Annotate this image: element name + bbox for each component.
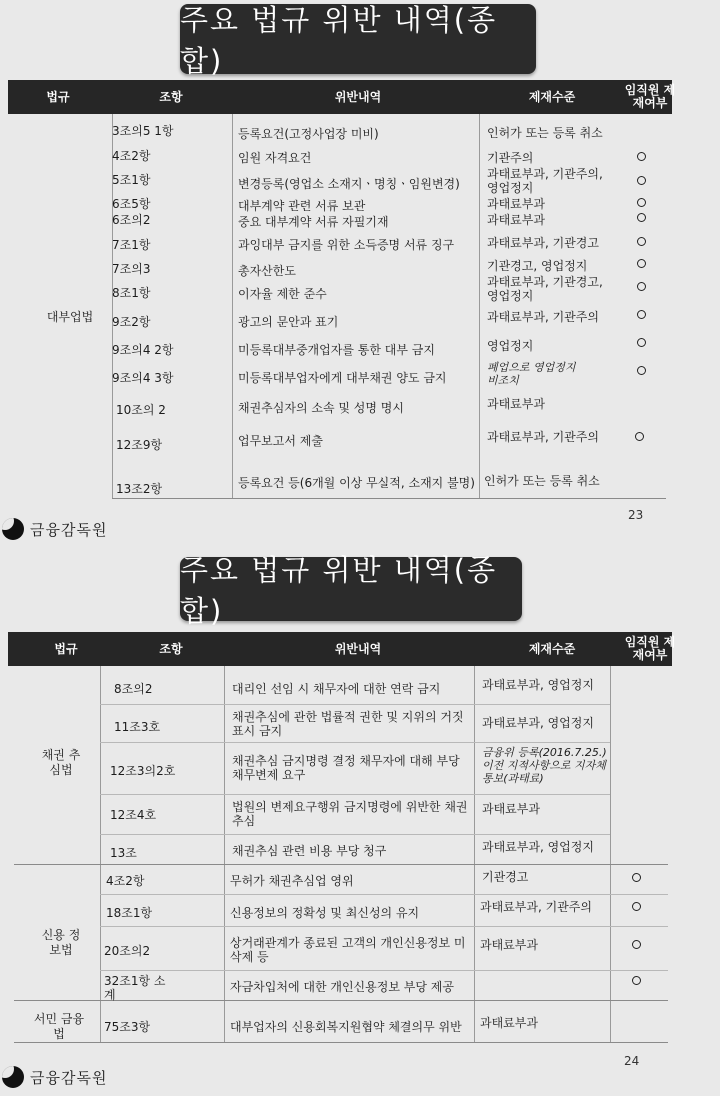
sanction-cell: 기관주의 bbox=[487, 151, 534, 165]
violation-cell: 등록요건(고정사업장 미비) bbox=[238, 127, 379, 141]
sanction-cell: 인허가 또는 등록 취소 bbox=[487, 126, 603, 140]
violation-cell: 미등록대부중개업자를 통한 대부 금지 bbox=[238, 343, 435, 357]
sanction-cell: 과태료부과, 기관경고 bbox=[487, 236, 599, 250]
sanction-cell: 영업정지 bbox=[487, 339, 534, 353]
column-divider bbox=[112, 114, 113, 498]
circle-mark-icon bbox=[637, 176, 646, 185]
violation-cell: 업무보고서 제출 bbox=[238, 434, 323, 448]
law-group-label: 신용 정보법 bbox=[41, 928, 81, 957]
sanction-cell: 과태료부과, 기관주의 bbox=[480, 900, 592, 914]
violation-cell: 이자율 제한 준수 bbox=[238, 287, 327, 301]
sanction-cell: 과태료부과 bbox=[487, 197, 545, 211]
violation-cell: 대리인 선임 시 채무자에 대한 연락 금지 bbox=[232, 682, 441, 696]
sanction-cell: 과태료부과, 영업정지 bbox=[482, 840, 594, 854]
article-cell: 8조1항 bbox=[112, 286, 151, 300]
sanction-cell: 과태료부과 bbox=[482, 802, 540, 816]
article-cell: 12조3의2호 bbox=[110, 764, 176, 778]
circle-mark-icon bbox=[635, 432, 644, 441]
group-divider bbox=[14, 864, 668, 865]
violation-cell: 변경등록(영업소 소재지ㆍ명칭ㆍ임원변경) bbox=[238, 177, 460, 191]
page-title: 주요 법규 위반 내역(종합) bbox=[180, 557, 522, 621]
violation-cell: 총자산한도 bbox=[238, 264, 296, 278]
row-divider bbox=[100, 894, 668, 895]
column-divider bbox=[224, 666, 225, 1042]
circle-mark-icon bbox=[632, 902, 641, 911]
circle-mark-icon bbox=[637, 213, 646, 222]
fss-logo-icon bbox=[2, 1066, 24, 1088]
article-cell: 7조의3 bbox=[112, 262, 151, 276]
column-divider bbox=[100, 666, 101, 1042]
article-cell: 13조 bbox=[110, 846, 137, 860]
article-cell: 12조4호 bbox=[110, 808, 157, 822]
table-header bbox=[8, 80, 676, 114]
sanction-cell: 과태료부과, 기관경고, 영업정지 bbox=[487, 275, 603, 303]
header-law: 법규 bbox=[54, 641, 78, 656]
violation-cell: 임원 자격요건 bbox=[238, 151, 312, 165]
circle-mark-icon bbox=[637, 310, 646, 319]
circle-mark-icon bbox=[637, 152, 646, 161]
row-divider bbox=[100, 970, 668, 971]
article-cell: 4조2항 bbox=[106, 874, 145, 888]
header-article: 조항 bbox=[159, 641, 183, 656]
violation-cell: 과잉대부 금지를 위한 소득증명 서류 징구 bbox=[238, 238, 455, 252]
law-group-label: 서민 금융법 bbox=[33, 1012, 85, 1041]
header-staff-sanction: 임직원 제재여부 bbox=[624, 635, 676, 662]
header-sanction: 제재수준 bbox=[528, 641, 576, 656]
article-cell: 20조의2 bbox=[104, 944, 151, 958]
page-number: 23 bbox=[628, 508, 644, 522]
row-divider bbox=[100, 794, 610, 795]
column-divider bbox=[232, 114, 233, 498]
footer-org-name: 금융감독원 bbox=[30, 1068, 108, 1087]
circle-mark-icon bbox=[632, 976, 641, 985]
column-divider bbox=[479, 114, 480, 498]
article-cell: 10조의 2 bbox=[116, 403, 166, 417]
footer bbox=[2, 518, 107, 540]
article-cell: 9조의4 2항 bbox=[112, 343, 174, 357]
article-cell: 8조의2 bbox=[114, 682, 153, 696]
sanction-cell: 과태료부과, 영업정지 bbox=[482, 716, 594, 730]
article-cell: 11조3호 bbox=[114, 720, 161, 734]
violation-cell: 광고의 문안과 표기 bbox=[238, 315, 339, 329]
violation-cell: 자금차입처에 대한 개인신용정보 부당 제공 bbox=[230, 980, 454, 994]
violation-cell: 상거래관계가 종료된 고객의 개인신용정보 미삭제 등 bbox=[230, 936, 466, 964]
table-bottom-border bbox=[112, 498, 666, 499]
sanction-cell: 폐업으로 영업정지 비조치 bbox=[487, 361, 576, 387]
sanction-cell: 금융위 등록(2016.7.25.) 이전 지적사항으로 지자체 통보(과태료) bbox=[482, 746, 607, 785]
sanction-cell: 과태료부과, 영업정지 bbox=[482, 678, 594, 692]
sanction-cell: 과태료부과, 기관주의, 영업정지 bbox=[487, 167, 603, 195]
row-divider bbox=[100, 834, 610, 835]
sanction-cell: 과태료부과 bbox=[487, 213, 545, 227]
law-group-label: 채권 추심법 bbox=[41, 748, 81, 777]
table-bottom-border bbox=[14, 1042, 668, 1043]
header-violation: 위반내역 bbox=[334, 641, 382, 656]
column-divider bbox=[610, 666, 611, 1042]
page-number: 24 bbox=[624, 1054, 640, 1068]
header-violation: 위반내역 bbox=[334, 89, 382, 104]
header-article: 조항 bbox=[159, 89, 183, 104]
footer-org-name: 금융감독원 bbox=[30, 520, 108, 539]
circle-mark-icon bbox=[632, 873, 641, 882]
sanction-cell: 과태료부과 bbox=[480, 938, 538, 952]
footer bbox=[2, 1066, 107, 1088]
article-cell: 6조5항 bbox=[112, 197, 151, 211]
article-cell: 7조1항 bbox=[112, 238, 151, 252]
violation-cell: 채권추심에 관한 법률적 권한 및 지위의 거짓 표시 금지 bbox=[232, 710, 464, 738]
table-header bbox=[8, 632, 676, 666]
article-cell: 12조9항 bbox=[116, 438, 163, 452]
circle-mark-icon bbox=[637, 338, 646, 347]
circle-mark-icon bbox=[637, 198, 646, 207]
article-cell: 5조1항 bbox=[112, 173, 151, 187]
article-cell: 32조1항 소계 bbox=[104, 974, 166, 1002]
violation-cell: 신용정보의 정확성 및 최신성의 유지 bbox=[230, 906, 420, 920]
circle-mark-icon bbox=[637, 259, 646, 268]
sanction-cell: 기관경고 bbox=[482, 870, 529, 884]
article-cell: 13조2항 bbox=[116, 482, 163, 496]
circle-mark-icon bbox=[637, 366, 646, 375]
column-divider bbox=[474, 666, 475, 1042]
law-group-label: 대부업법 bbox=[46, 310, 94, 324]
violation-cell: 채권추심자의 소속 및 성명 명시 bbox=[238, 401, 404, 415]
violation-cell: 중요 대부계약 서류 자필기재 bbox=[238, 215, 389, 229]
violation-cell: 대부계약 관련 서류 보관 bbox=[238, 199, 366, 213]
article-cell: 75조3항 bbox=[104, 1020, 151, 1034]
circle-mark-icon bbox=[637, 237, 646, 246]
circle-mark-icon bbox=[637, 282, 646, 291]
header-staff-sanction: 임직원 제재여부 bbox=[624, 83, 676, 110]
violation-cell: 법원의 변제요구행위 금지명령에 위반한 채권추심 bbox=[232, 800, 468, 828]
header-law: 법규 bbox=[46, 89, 70, 104]
row-divider bbox=[100, 704, 610, 705]
article-cell: 4조2항 bbox=[112, 149, 151, 163]
article-cell: 9조2항 bbox=[112, 315, 151, 329]
violation-cell: 채권추심 관련 비용 부당 청구 bbox=[232, 844, 387, 858]
fss-logo-icon bbox=[2, 518, 24, 540]
sanction-cell: 과태료부과 bbox=[480, 1016, 538, 1030]
circle-mark-icon bbox=[632, 940, 641, 949]
violation-cell: 채권추심 금지명령 결정 채무자에 대해 부당 채무변제 요구 bbox=[232, 754, 460, 782]
sanction-cell: 과태료부과 bbox=[487, 397, 545, 411]
header-sanction: 제재수준 bbox=[528, 89, 576, 104]
article-cell: 3조의5 1항 bbox=[112, 124, 174, 138]
violation-cell: 등록요건 등(6개월 이상 무실적, 소재지 불명) bbox=[238, 476, 475, 490]
article-cell: 18조1항 bbox=[106, 906, 153, 920]
row-divider bbox=[100, 742, 610, 743]
sanction-cell: 기관경고, 영업정지 bbox=[487, 259, 588, 273]
page-title: 주요 법규 위반 내역(종합) bbox=[180, 4, 536, 74]
article-cell: 9조의4 3항 bbox=[112, 371, 174, 385]
sanction-cell: 과태료부과, 기관주의 bbox=[487, 310, 599, 324]
violation-cell: 무허가 채권추심업 영위 bbox=[230, 874, 354, 888]
violation-cell: 미등록대부업자에게 대부채권 양도 금지 bbox=[238, 371, 447, 385]
page-24 bbox=[0, 548, 720, 1096]
sanction-cell: 인허가 또는 등록 취소 bbox=[484, 474, 600, 488]
sanction-cell: 과태료부과, 기관주의 bbox=[487, 430, 599, 444]
violation-cell: 대부업자의 신용회복지원협약 체결의무 위반 bbox=[230, 1020, 462, 1034]
row-divider bbox=[100, 926, 668, 927]
article-cell: 6조의2 bbox=[112, 213, 151, 227]
